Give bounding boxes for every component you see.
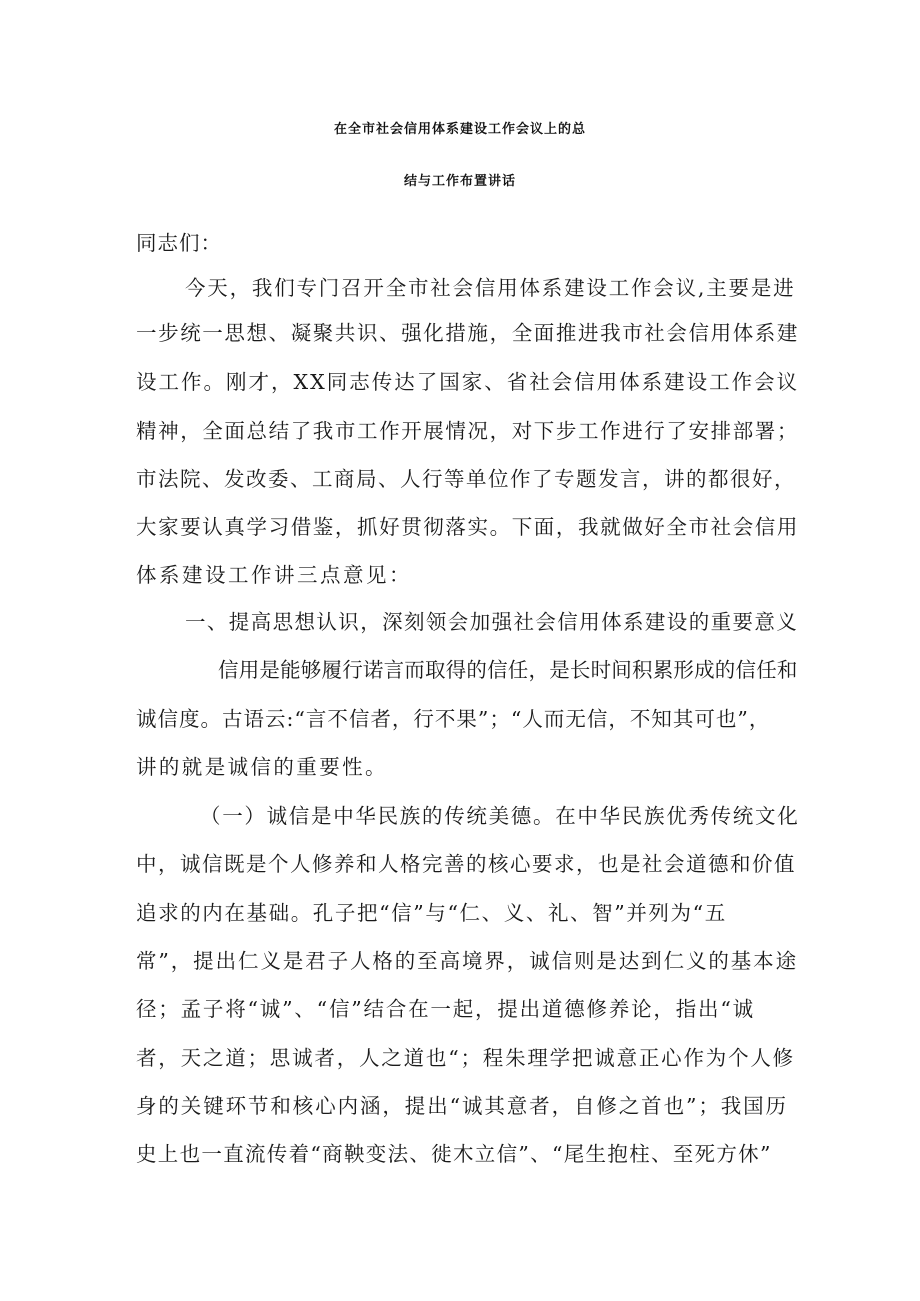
subsection-heading-1: （一）诚信是中华民族的传统美德。在中华民族优秀传统文化: [200, 804, 800, 828]
body-line-17: 史上也一直流传着“商鞅变法、徙木立信”、“尾生抱柱、至死方休”: [136, 1142, 772, 1166]
body-line-12: 追求的内在基础。孔子把“信”与“仁、义、礼、智”并列为“五: [136, 901, 727, 925]
body-line-6: 大家要认真学习借鉴，抓好贯彻落实。下面，我就做好全市社会信用: [136, 515, 799, 539]
salutation: 同志们：: [136, 231, 222, 255]
body-line-13: 常”，提出仁义是君子人格的至高境界，诚信则是达到仁义的基本途: [136, 949, 798, 973]
body-line-7: 体系建设工作讲三点意见：: [136, 563, 412, 587]
body-line-2: 一步统一思想、凝聚共识、强化措施，全面推进我市社会信用体系建: [136, 321, 799, 345]
body-line-5: 市法院、发改委、工商局、人行等单位作了专题发言，讲的都很好，: [136, 467, 796, 491]
section-heading-1: 一、提高思想认识，深刻领会加强社会信用体系建设的重要意义: [185, 610, 799, 634]
body-line-3: 设工作。刚才，XX同志传达了国家、省社会信用体系建设工作会议: [136, 370, 800, 394]
body-line-9: 诚信度。古语云:“言不信者，行不果”；“人而无信，不知其可也”，: [136, 707, 771, 731]
document-title-line-1: 在全市社会信用体系建设工作会议上的总: [333, 122, 586, 137]
body-line-1: 今天，我们专门召开全市社会信用体系建设工作会议,主要是进: [185, 276, 796, 300]
body-line-15: 者，天之道；思诚者，人之道也“；程朱理学把诚意正心作为个人修: [136, 1046, 795, 1070]
body-line-8: 信用是能够履行诺言而取得的信任，是长时间积累形成的信任和: [218, 658, 798, 682]
body-line-11: 中，诚信既是个人修养和人格完善的核心要求，也是社会道德和价值: [136, 852, 796, 876]
body-line-4: 精神，全面总结了我市工作开展情况，对下步工作进行了安排部署；: [136, 419, 799, 443]
body-line-10: 讲的就是诚信的重要性。: [136, 755, 388, 779]
body-line-16: 身的关键环节和核心内涵，提出“诚其意者，自修之首也”；我国历: [136, 1094, 788, 1118]
body-line-14: 径；孟子将“诚”、“信”结合在一起，提出道德修养论，指出“诚: [136, 997, 755, 1021]
document-title-line-2: 结与工作布置讲话: [403, 174, 516, 189]
